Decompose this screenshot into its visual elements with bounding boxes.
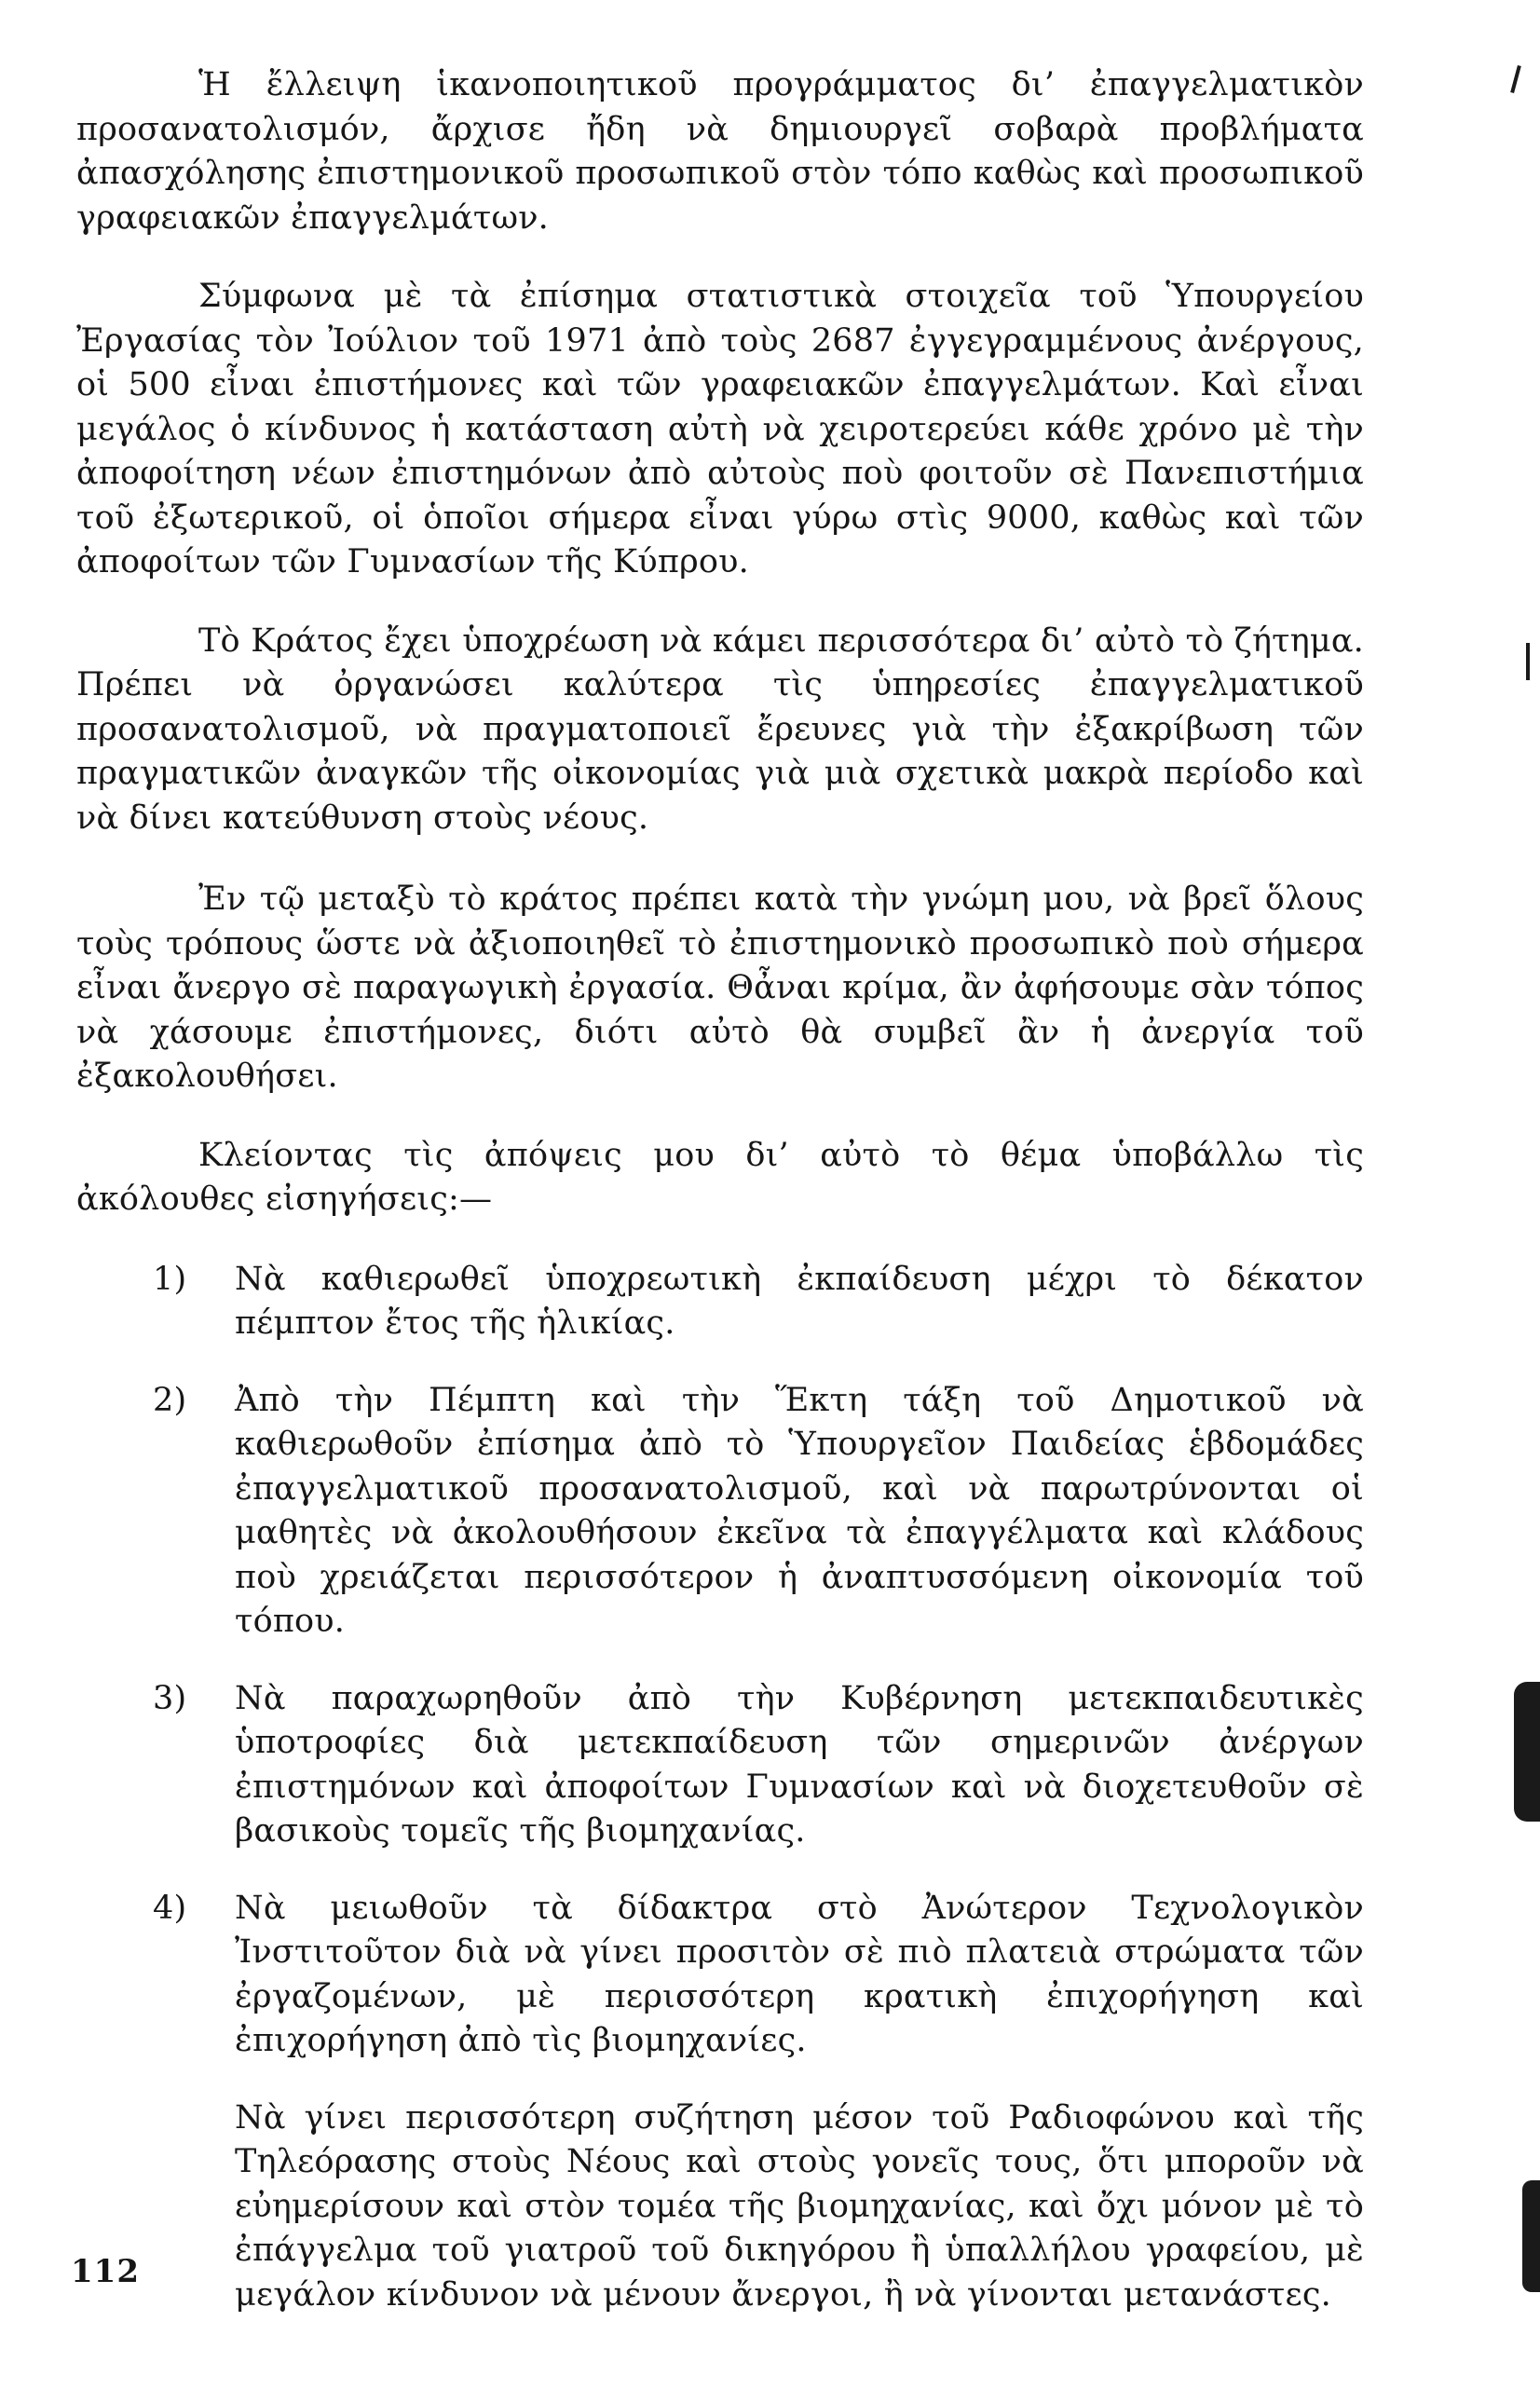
scan-artifact [1522, 2180, 1540, 2292]
body-text [76, 63, 1364, 2317]
list-item-number: 2) [153, 1381, 187, 1419]
list-item [76, 1379, 1364, 1645]
list-item-text: Νὰ καθιερωθεῖ ὑποχρεωτικὴ ἐκπαίδευση μέχρι τὸ δέκατον πέμπτον ἔτος τῆς ἡλικίας. [235, 1260, 1364, 1342]
paragraph-unemployment-intro: Ἡ ἔλλειψη ἱκανοποιητικοῦ προγράμματος δι’ ἐπαγγελματικὸν προσανατολισμόν, ἄρχισε ἤδη νὰ δημιουργεῖ σοβαρὰ προβλήματα ἀπασχόλησης ἐπιστημονικοῦ προσωπικοῦ στὸν τόπο καθὼς καὶ προσωπικοῦ γραφειακῶν ἐπαγγελμάτων. [76, 66, 1364, 237]
list-item-text: Νὰ παραχωρηθοῦν ἀπὸ τὴν Κυβέρνηση μετεκπαιδευτικὲς ὑποτροφίες διὰ μετεκπαίδευση τῶν σημερινῶν ἀνέργων ἐπιστημόνων καὶ ἀποφοίτων Γυμνασίων καὶ νὰ διοχετευθοῦν σὲ βασικοὺς τομεῖς τῆς βιομηχανίας. [235, 1679, 1364, 1850]
list-item-text: Ἀπὸ τὴν Πέμπτη καὶ τὴν Ἕκτη τάξη τοῦ Δημοτικοῦ νὰ καθιερωθοῦν ἐπίσημα ἀπὸ τὸ Ὑπουργεῖον Παιδείας ἑβδομάδες ἐπαγγελματικοῦ προσανατολισμοῦ, καὶ νὰ παρωτρύνονται οἱ μαθητὲς νὰ ἀκολουθήσουν ἐκεῖνα τὰ ἐπαγγέλματα καὶ κλάδους ποὺ χρειάζεται περισσότερον ἡ ἀναπτυσσόμενη οἰκονομία τοῦ τόπου. [235, 1381, 1364, 1640]
scan-artifact [1510, 65, 1521, 93]
list-item [76, 1887, 1364, 2064]
list-item-number: 3) [153, 1679, 187, 1717]
scan-artifact [1526, 643, 1530, 680]
list-item-text: Νὰ μειωθοῦν τὰ δίδακτρα στὸ Ἀνώτερον Τεχνολογικὸν Ἰνστιτοῦτον διὰ νὰ γίνει προσιτὸν σὲ πιὸ πλατειὰ στρώματα τῶν ἐργαζομένων, μὲ περισσότερη κρατικὴ ἐπιχορήγηση καὶ ἐπιχορήγηση ἀπὸ τὶς βιομηχανίες. [235, 1889, 1364, 2059]
scan-artifact [1514, 1682, 1540, 1822]
paragraph-recommendations-intro: Κλείοντας τὶς ἀπόψεις μου δι’ αὐτὸ τὸ θέμα ὑποβάλλω τὶς ἀκόλουθες εἰσηγήσεις:— [76, 1136, 1364, 1218]
page-number: 112 [71, 2253, 140, 2290]
paragraph-media-discussion: Νὰ γίνει περισσότερη συζήτηση μέσον τοῦ Ραδιοφώνου καὶ τῆς Τηλεόρασης στοὺς Νέους καὶ στοὺς γονεῖς τους, ὅτι μποροῦν νὰ εὐημερίσουν καὶ στὸν τομέα τῆς βιομηχανίας, καὶ ὄχι μόνον μὲ τὸ ἐπάγγελμα τοῦ γιατροῦ τοῦ δικηγόρου ἢ ὑπαλλήλου γραφείου, μὲ μεγάλον κίνδυνον νὰ μένουν ἄνεργοι, ἢ νὰ γίνονται μετανάστες. [235, 2098, 1364, 2314]
list-item [76, 1258, 1364, 1346]
list-item-number: 4) [153, 1889, 187, 1927]
paragraph-state-obligation: Τὸ Κράτος ἔχει ὑποχρέωση νὰ κάμει περισσότερα δι’ αὐτὸ τὸ ζήτημα. Πρέπει νὰ ὀργανώσει καλύτερα τὶς ὑπηρεσίες ἐπαγγελματικοῦ προσανατολισμοῦ, νὰ πραγματοποιεῖ ἔρευνες γιὰ τὴν ἐξακρίβωση τῶν πραγματικῶν ἀναγκῶν τῆς οἰκονομίας γιὰ μιὰ σχετικὰ μακρὰ περίοδο καὶ νὰ δίνει κατεύθυνση στοὺς νέους. [76, 621, 1364, 837]
paragraph-meantime: Ἐν τῷ μεταξὺ τὸ κράτος πρέπει κατὰ τὴν γνώμη μου, νὰ βρεῖ ὅλους τοὺς τρόπους ὥστε νὰ ἀξιοποιηθεῖ τὸ ἐπιστημονικὸ προσωπικὸ ποὺ σήμερα εἶναι ἄνεργο σὲ παραγωγικὴ ἐργασία. Θἆναι κρίμα, ἂν ἀφήσουμε σὰν τόπος νὰ χάσουμε ἐπιστήμονες, διότι αὐτὸ θὰ συμβεῖ ἂν ἡ ἀνεργία τοῦ ἐξακολουθήσει. [76, 881, 1364, 1095]
recommendations-list [76, 1258, 1364, 2064]
list-item-number: 1) [153, 1260, 187, 1298]
list-item [76, 1677, 1364, 1854]
paragraph-statistics: Σύμφωνα μὲ τὰ ἐπίσημα στατιστικὰ στοιχεῖα τοῦ Ὑπουργείου Ἐργασίας τὸν Ἰούλιον τοῦ 1971 ἀπὸ τοὺς 2687 ἐγγεγραμμένους ἀνέργους, οἱ 500 εἶναι ἐπιστήμονες καὶ τῶν γραφειακῶν ἐπαγγελμάτων. Καὶ εἶναι μεγάλος ὁ κίνδυνος ἡ κατάσταση αὐτὴ νὰ χειροτερεύει κάθε χρόνο μὲ τὴν ἀποφοίτηση νέων ἐπιστημόνων ἀπὸ αὐτοὺς ποὺ φοιτοῦν σὲ Πανεπιστήμια τοῦ ἐξωτερικοῦ, οἱ ὁποῖοι σήμερα εἶναι γύρω στὶς 9000, καθὼς καὶ τῶν ἀποφοίτων τῶν Γυμνασίων τῆς Κύπρου. [76, 278, 1364, 580]
